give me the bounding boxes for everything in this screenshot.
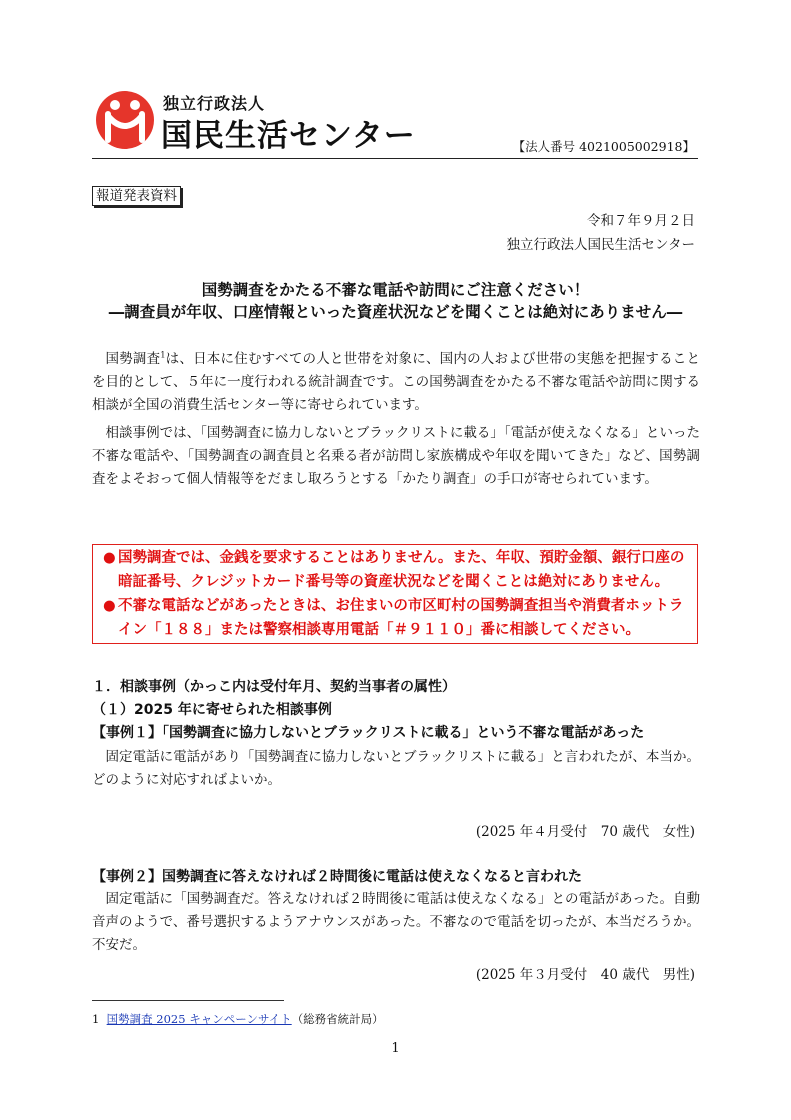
case-1-meta: (2025 年４月受付 70 歳代 女性) [475,824,695,840]
bullet-icon: ● [103,550,116,566]
page-number: 1 [391,1041,400,1056]
bullet-icon: ● [103,598,116,614]
footnote-divider [92,1000,284,1001]
footnote-ref[interactable]: 1 [160,350,166,360]
corporate-number: 【法人番号 4021005002918】 [512,139,695,154]
press-release-label: 報道発表資料 [92,186,181,206]
intro-paragraph-2: 相談事例では、「国勢調査に協力しないとブラックリストに載る」「電話が使えなくなる」といった不審な電話や、「国勢調査の調査員と名乗る者が訪問し家族構成や年収を聞いてきた」など、国勢調査をよそおって個人情報等をだまし取ろうとする「かたり調査」の手口が寄せられています。 [92,425,700,487]
page-subtitle: ―調査員が年収、口座情報といった資産状況などを聞くことは絶対にありません― [108,303,683,321]
warning-item-2 [103,594,693,642]
section-heading: １．相談事例（かっこ内は受付年月、契約当事者の属性） [92,679,456,695]
subsection-heading: （１）2025 年に寄せられた相談事例 [92,702,332,718]
case-2-meta: (2025 年３月受付 40 歳代 男性) [475,967,695,983]
issuer-name: 独立行政法人国民生活センター [506,237,695,253]
warning-1-line-1: 国勢調査では、金銭を要求することはありません。また、年収、預貯金額、銀行口座の [118,550,685,566]
release-date: 令和７年９月２日 [587,213,695,229]
page-title: 国勢調査をかたる不審な電話や訪問にご注意ください！ [201,281,590,299]
org-name-logo: 国民生活センター [161,118,416,154]
warning-2-line-1: 不審な電話などがあったときは、お住まいの市区町村の国勢調査担当や消費者ホットラ [118,598,684,614]
warning-item-1 [103,546,693,594]
header-divider [92,158,698,159]
case-1-heading: 【事例１】「国勢調査に協力しないとブラックリストに載る」という不審な電話があった [92,725,645,741]
intro-paragraph-1 [92,348,700,417]
intro-text-a: 国勢調査 [105,351,161,367]
case-2-body: 固定電話に「国勢調査だ。答えなければ２時間後に電話は使えなくなる」との電話があった。自動音声のようで、番号選択するようアナウンスがあった。不審なので電話を切ったが、本当だろうか。不安だ。 [92,891,700,953]
org-name-small: 独立行政法人 [163,94,266,113]
logo-icon [95,90,155,150]
intro-text-b: は、日本に住むすべての人と世帯を対象に、国内の人および世帯の実態を把握することを目的として、５年に一度行われる統計調査です。この国勢調査をかたる不審な電話や訪問に関する相談が全国の消費生活センター等に寄せられています。 [92,351,701,413]
case-2-heading: 【事例２】国勢調査に答えなければ２時間後に電話は使えなくなると言われた [92,869,582,885]
footnote-source: （総務省統計局） [291,1012,384,1026]
warning-1-line-2: 暗証番号、クレジットカード番号等の資産状況などを聞くことは絶対にありません。 [118,574,670,590]
campaign-site-link[interactable]: 国勢調査 2025 キャンペーンサイト [106,1012,292,1026]
footnote [92,1011,384,1027]
case-1-body: 固定電話に電話があり「国勢調査に協力しないとブラックリストに載る」と言われたが、本当か。どのように対応すればよいか。 [92,749,700,788]
warning-2-line-2: イン「１８８」または警察相談専用電話「＃９１１０」番に相談してください。 [118,622,640,638]
footnote-number: 1 [92,1012,100,1026]
